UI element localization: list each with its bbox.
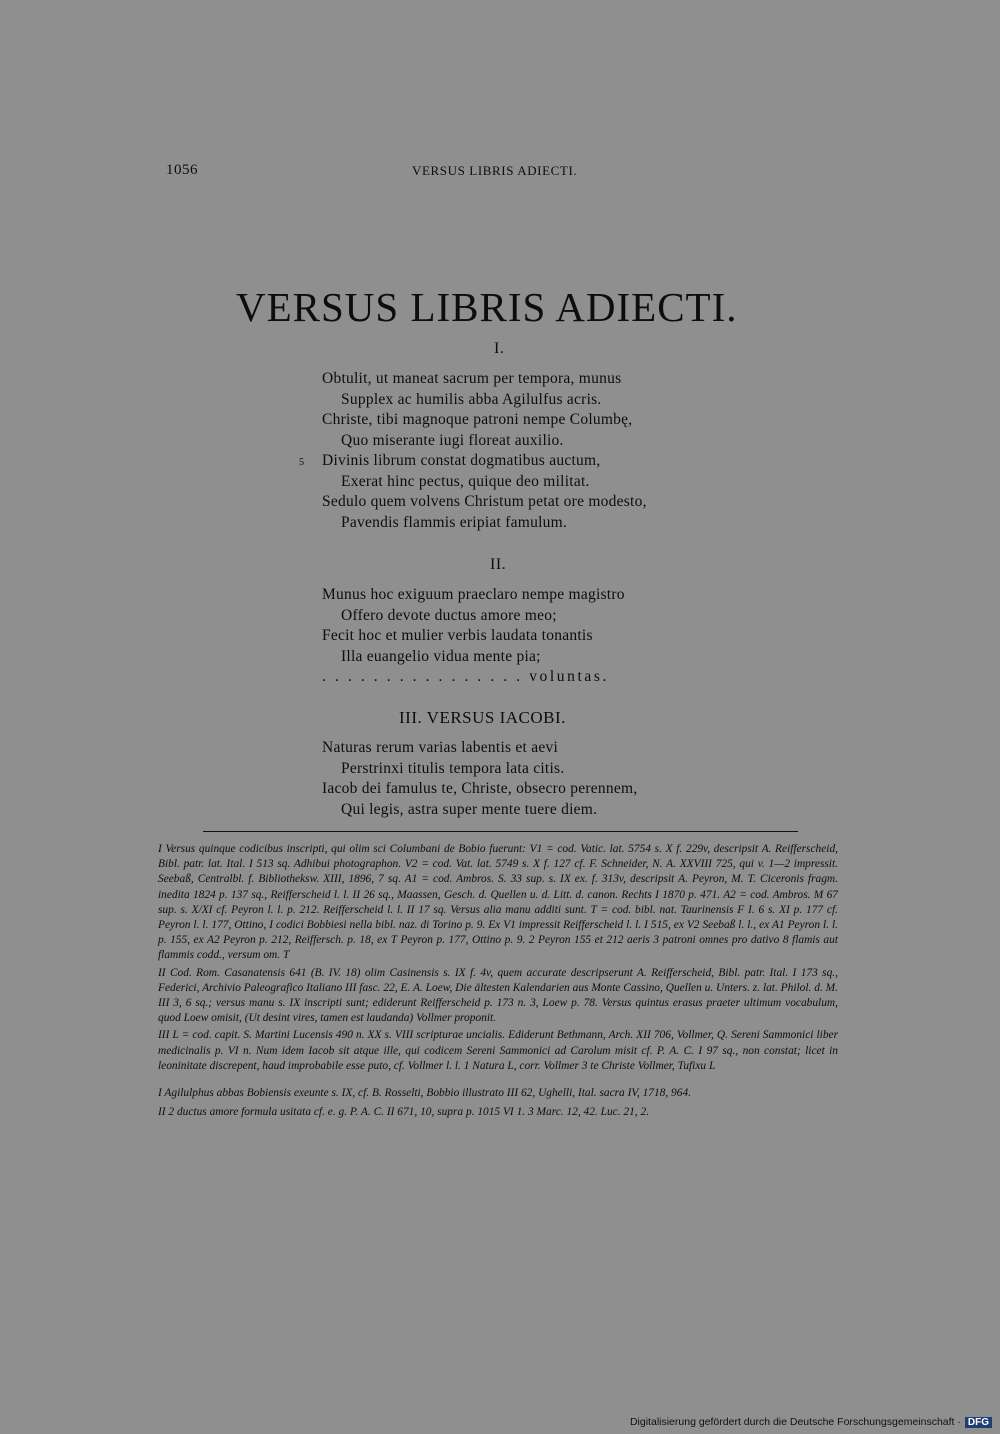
commentary-note-1: I Agilulphus abbas Bobiensis exeunte s. IX, cf. B. Rosselti, Bobbio illustrato III 62, Ughelli, Ital. sacra IV, 1718, 964.: [158, 1087, 691, 1100]
verse-line: Iacob dei famulus te, Christe, obsecro perennem,: [322, 780, 638, 797]
verse-line: Pavendis flammis eripiat famulum.: [341, 513, 568, 531]
verse-line: Supplex ac humilis abba Agilulfus acris.: [341, 390, 602, 408]
critical-note-2: II Cod. Rom. Casanatensis 641 (B. IV. 18) olim Casinensis s. IX f. 4v, quem accurate descripserunt A. Reifferscheid, Bibl. patr. Ital. I 173 sq., Federici, Archivio Paleografico Italiano III fasc. 22, E. A. Loew, Die ältesten Kalendarien aus Monte Cassino, Quellen u. Unters. z. lat. Philol. d. M. III 3, 6 sq.; versus manu s. IX inscripti sunt; ediderunt Reifferscheid p. 173 n. 3, Loew p. 78. Versus quintus erasus praeter ultimum vocabulum, quod Loew omisit, (Ut desint vires, tamen est laudanda) Vollmer proponit.: [158, 966, 838, 1025]
verse-line: Qui legis, astra super mente tuere diem.: [341, 800, 598, 818]
poem-3: [322, 738, 752, 820]
poem-2: [322, 585, 752, 688]
digitization-footer: [630, 1416, 992, 1428]
verse-line: Perstrinxi titulis tempora lata citis.: [341, 759, 565, 777]
verse-line: Offero devote ductus amore meo;: [341, 606, 557, 624]
section-heading-3: III. VERSUS IACOBI.: [399, 708, 566, 727]
verse-line: Christe, tibi magnoque patroni nempe Columbę,: [322, 411, 633, 428]
critical-note-3: III L = cod. capit. S. Martini Lucensis 490 n. XX s. VIII scripturae uncialis. Ediderunt Bethmann, Arch. XII 706, Vollmer, Q. Sereni Sammonici liber medicinalis p. VI n. Num idem Iacob sit atque ille, qui codicem Sereni Sammonici ad Carolum misit cf. P. A. C. I 97 sq., non constat; licet in leoninitate discrepent, haud improbabile esse puto, cf. Vollmer l. l. 1 Natura L, corr. Vollmer 3 te Christe Vollmer, Tufixu L: [158, 1029, 838, 1072]
page-title: VERSUS LIBRIS ADIECTI.: [236, 284, 738, 330]
running-title: VERSUS LIBRIS ADIECTI.: [412, 163, 578, 178]
line-number: 5: [299, 457, 304, 468]
page-number: 1056: [166, 162, 198, 178]
verse-line: Quo miserante iugi floreat auxilio.: [341, 431, 564, 449]
verse-line: Obtulit, ut maneat sacrum per tempora, munus: [322, 370, 622, 387]
verse-line: Sedulo quem volvens Christum petat ore modesto,: [322, 493, 647, 510]
footnote-rule: [203, 831, 798, 832]
verse-line: Naturas rerum varias labentis et aevi: [322, 739, 559, 756]
section-heading-2: II.: [490, 556, 507, 573]
section-heading-1: I.: [494, 340, 505, 357]
poem-1: [322, 369, 752, 533]
notes: [158, 842, 838, 1121]
verse-line: Exerat hinc pectus, quique deo militat.: [341, 472, 590, 490]
commentary-note-2: II 2 ductus amore formula usitata cf. e. g. P. A. C. II 671, 10, supra p. 1015 VI 1. 3 Marc. 12, 42. Luc. 21, 2.: [158, 1106, 650, 1119]
verse-line: . . . . . . . . . . . . . . . . voluntas.: [322, 668, 609, 685]
verse-line: Fecit hoc et mulier verbis laudata tonantis: [322, 627, 593, 644]
verse-line: Illa euangelio vidua mente pia;: [341, 647, 541, 665]
dfg-logo: DFG: [965, 1417, 992, 1428]
verse-line: Munus hoc exiguum praeclaro nempe magistro: [322, 586, 625, 603]
critical-note-1: I Versus quinque codicibus inscripti, qui olim sci Columbani de Bobio fuerunt: V1 = cod. Vatic. lat. 5754 s. X f. 229v, descripsit A. Reifferscheid, Bibl. patr. lat. Ital. I 513 sq. Adhibui photographon. V2 = cod. Vat. lat. 5749 s. X f. 127 cf. F. Schneider, N. A. XXVIII 725, qui v. 1—2 impressit. Seebaß, Centralbl. f. Bibliotheksw. XIII, 1896, 7 sq. A1 = cod. Ambros. S. 33 sup. s. IX ex. f. 313v, descripsit A. Peyron, M. T. Ciceronis fragm. inedita 1824 p. 137 sq., Reifferscheid l. l. II 26 sq., Maassen, Gesch. d. Quellen u. d. Litt. d. canon. Rechts I 1870 p. 471. A2 = cod. Ambros. M 67 sup. s. X/XI cf. Peyron l. l. p. 212. Reifferscheid l. l. II 17 sq. Versus alia manu additi sunt. T = cod. bibl. nat. Taurinensis F I. 6 s. XI p. 177 cf. Peyron l. l. 177, Ottino, I codici Bobbiesi nella bibl. naz. di Torino p. 9. Ex V1 impressit Reifferscheid l. l. I 515, ex V2 Seebaß l. l., ex A1 Peyron l. l. p. 155, ex A2 Peyron p. 212, Reiffersch. p. 18, ex T Peyron p. 177, Ottino p. 9. 2 Peyron 155 et 212 aeris 3 patroni omnes pro dativo 8 flamis aut flammis codd., versum om. T: [158, 843, 838, 962]
footer-text: Digitalisierung gefördert durch die Deutsche Forschungsgemeinschaft ·: [629, 1416, 961, 1428]
verse-line: Divinis librum constat dogmatibus auctum,: [322, 452, 601, 469]
